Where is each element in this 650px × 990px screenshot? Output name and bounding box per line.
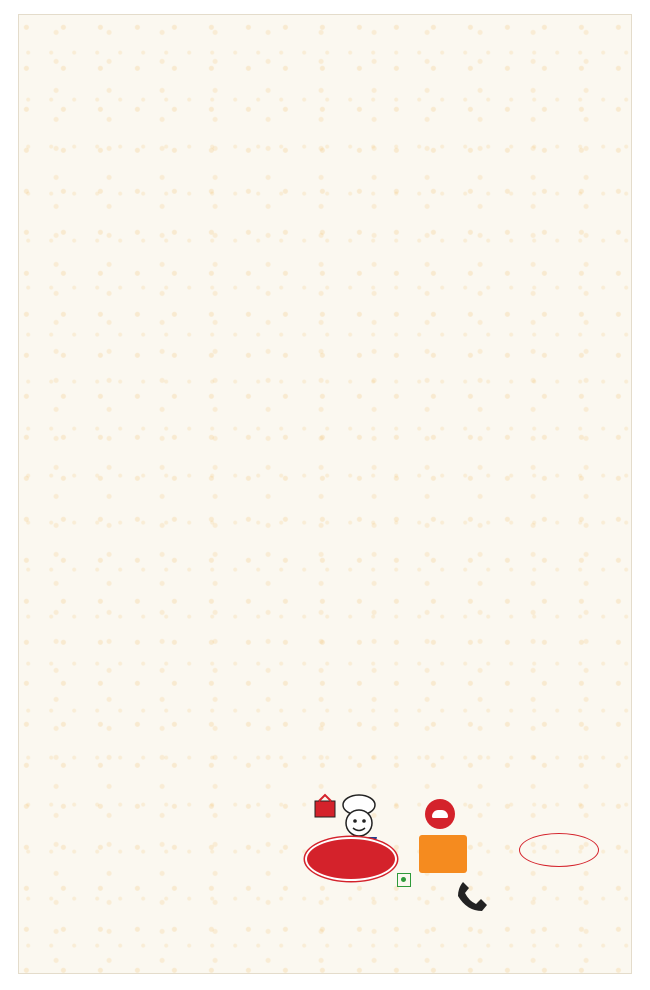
zomato-logo: [425, 797, 463, 831]
footer-branding: [305, 785, 625, 974]
for-order-label: [519, 833, 599, 867]
menu-page: [18, 14, 632, 974]
swiggy-logo: [419, 835, 467, 873]
veg-mark-icon: [397, 873, 411, 887]
phone-icon: [455, 879, 489, 913]
zomato-icon: [425, 799, 455, 829]
brand-logo: [305, 837, 397, 881]
